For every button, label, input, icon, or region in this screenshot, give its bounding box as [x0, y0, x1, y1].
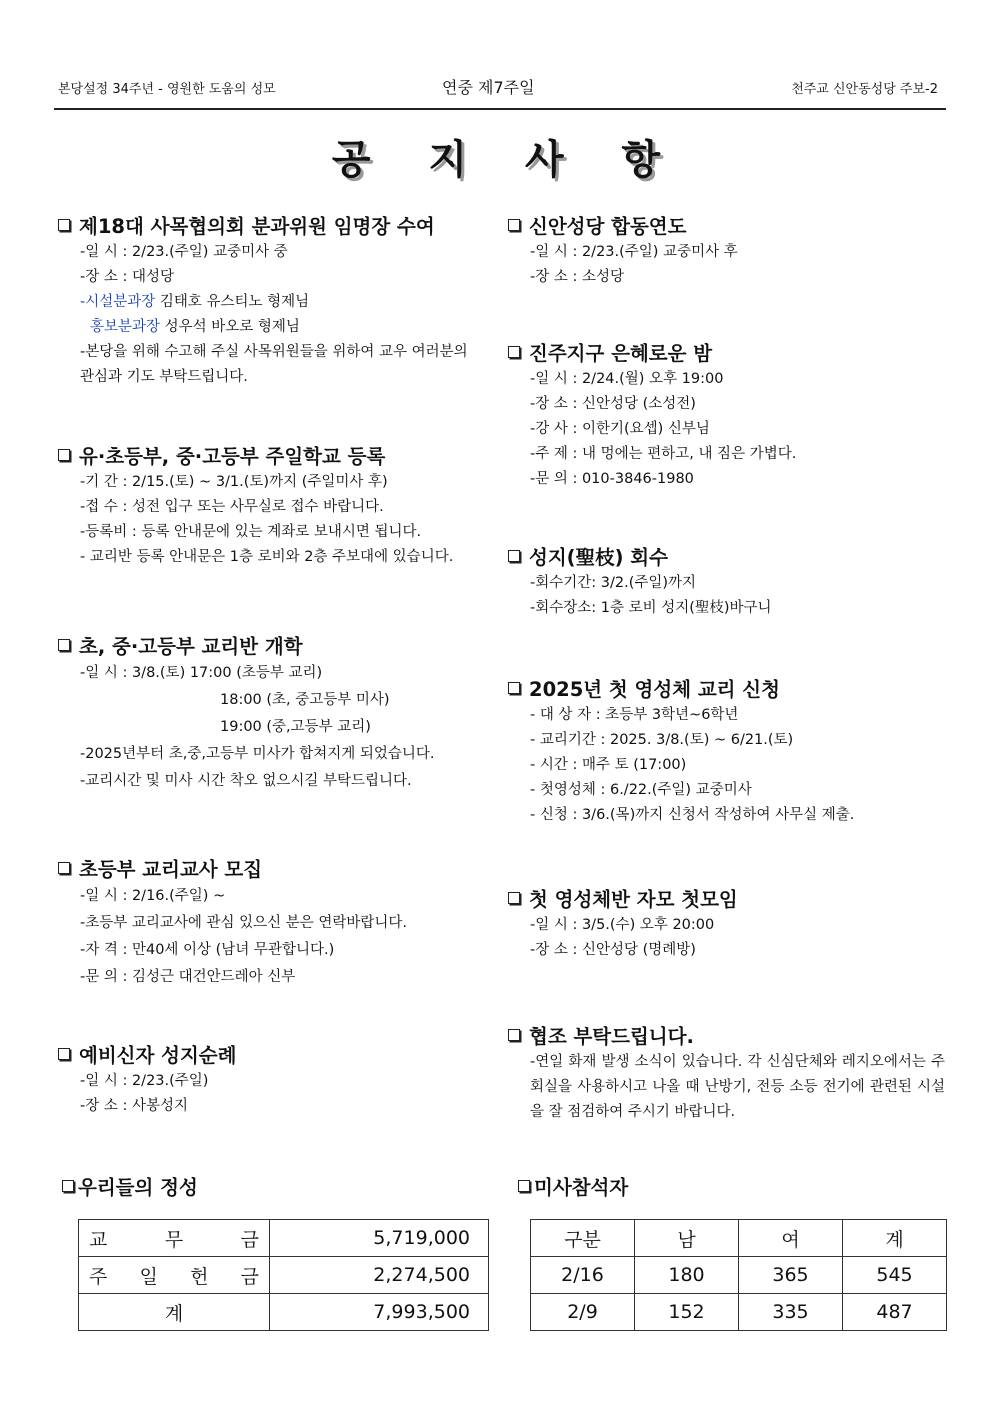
checkbox-bullet-icon — [58, 1048, 70, 1060]
table-cell-value: 2,274,500 — [270, 1257, 489, 1294]
checkbox-bullet-icon — [508, 1029, 520, 1041]
table-header-cell: 계 — [843, 1220, 947, 1257]
notice-line: - 대 상 자 : 초등부 3학년~6학년 — [530, 707, 739, 723]
notice-line: - 교리반 등록 안내문은 1층 로비와 2층 주보대에 있습니다. — [80, 549, 454, 565]
section-heading: 협조 부탁드립니다. — [529, 1025, 694, 1048]
notice-line: -일 시 : 2/16.(주일) ~ — [80, 888, 226, 904]
notice-cooperation — [508, 1024, 945, 1125]
table-cell-label: 계 — [79, 1294, 270, 1331]
table-row — [531, 1257, 947, 1294]
notice-palm-return — [508, 545, 772, 621]
notice-line: -일 시 : 3/8.(토) 17:00 (초등부 교리) — [80, 665, 323, 681]
notice-line: -일 시 : 2/23.(주일) 교중미사 후 — [530, 244, 738, 260]
checkbox-bullet-icon — [508, 219, 520, 231]
section-heading: 제18대 사목협의회 분과위원 임명장 수여 — [79, 215, 435, 238]
notice-parents-meeting — [508, 887, 738, 963]
table-cell: 2/9 — [531, 1294, 635, 1331]
notice-teacher-recruit — [58, 857, 407, 991]
notice-line: -일 시 : 2/23.(주일) — [80, 1073, 209, 1089]
notice-line: - 신청 : 3/6.(목)까지 신청서 작성하여 사무실 제출. — [530, 807, 855, 823]
notice-line: -연일 화재 발생 소식이 있습니다. 각 신심단체와 레지오에서는 주회실을 사용하시고 나올 때 난방기, 전등 소등 전기에 관련된 시설을 잘 점검하여 주시기 바랍니다. — [530, 1054, 945, 1120]
table-row — [79, 1220, 489, 1257]
notice-first-communion — [508, 677, 854, 828]
table-header-cell: 남 — [635, 1220, 739, 1257]
header-center: 연중 제7주일 — [442, 78, 535, 97]
notice-line: -주 제 : 내 멍에는 편하고, 내 짐은 가볍다. — [530, 446, 797, 462]
attendance-table — [530, 1219, 947, 1331]
notice-memorial — [508, 214, 738, 290]
section-heading: 2025년 첫 영성체 교리 신청 — [529, 678, 780, 701]
table-header-cell: 구분 — [531, 1220, 635, 1257]
notice-line: -장 소 : 신안성당 (명례방) — [530, 942, 696, 958]
notice-line: - 교리기간 : 2025. 3/8.(토) ~ 6/21.(토) — [530, 732, 794, 748]
header-right: 천주교 신안동성당 주보-2 — [791, 82, 938, 97]
notice-line: - 첫영성체 : 6./22.(주일) 교중미사 — [530, 782, 752, 798]
notice-line: 19:00 (중,고등부 교리) — [220, 719, 371, 735]
section-heading: 예비신자 성지순례 — [79, 1044, 237, 1067]
table-row — [79, 1257, 489, 1294]
notice-line: -강 사 : 이한기(요셉) 신부님 — [530, 421, 710, 437]
section-heading: 초, 중·고등부 교리반 개학 — [79, 635, 303, 658]
notice-line: -일 시 : 2/23.(주일) 교중미사 중 — [80, 244, 288, 260]
section-heading: 미사참석자 — [534, 1176, 629, 1199]
table-cell: 545 — [843, 1257, 947, 1294]
checkbox-bullet-icon — [58, 862, 70, 874]
notice-line: 홍보분과장 성우석 바오로 형제님 — [90, 319, 300, 335]
page-title: 공 지 사 항 — [331, 137, 683, 183]
table-cell-value: 7,993,500 — [270, 1294, 489, 1331]
notice-line: -일 시 : 2/24.(월) 오후 19:00 — [530, 371, 724, 387]
notice-line: -회수기간: 3/2.(주일)까지 — [530, 575, 697, 591]
checkbox-bullet-icon — [508, 346, 520, 358]
notice-line: - 시간 : 매주 토 (17:00) — [530, 757, 687, 773]
notice-line: -문 의 : 김성근 대건안드레아 신부 — [80, 969, 296, 985]
notice-line: -일 시 : 3/5.(수) 오후 20:00 — [530, 917, 715, 933]
checkbox-bullet-icon — [508, 550, 520, 562]
offerings-table — [78, 1219, 489, 1331]
notice-line: -문 의 : 010-3846-1980 — [530, 471, 694, 487]
checkbox-bullet-icon — [58, 219, 70, 231]
table-cell-value: 5,719,000 — [270, 1220, 489, 1257]
table-header-cell: 여 — [739, 1220, 843, 1257]
checkbox-bullet-icon — [518, 1180, 530, 1192]
notice-catechism-opening — [58, 634, 435, 795]
checkbox-bullet-icon — [508, 892, 520, 904]
table-row — [531, 1294, 947, 1331]
attendance-section — [518, 1175, 628, 1201]
table-row — [79, 1294, 489, 1331]
table-cell-label: 주 일 헌 금 — [79, 1257, 270, 1294]
table-cell: 487 — [843, 1294, 947, 1331]
notice-school-registration — [58, 444, 453, 570]
table-cell: 365 — [739, 1257, 843, 1294]
offerings-section — [62, 1175, 198, 1201]
notice-line: -등록비 : 등록 안내문에 있는 계좌로 보내시면 됩니다. — [80, 524, 422, 540]
notice-line: -장 소 : 대성당 — [80, 269, 174, 285]
notice-pilgrimage — [58, 1043, 237, 1119]
table-cell: 180 — [635, 1257, 739, 1294]
checkbox-bullet-icon — [62, 1180, 74, 1192]
notice-line: -자 격 : 만40세 이상 (남녀 무관합니다.) — [80, 942, 335, 958]
notice-role: -시설분과장 — [80, 294, 156, 310]
table-cell-label: 교 무 금 — [79, 1220, 270, 1257]
table-cell: 335 — [739, 1294, 843, 1331]
section-heading: 유·초등부, 중·고등부 주일학교 등록 — [79, 445, 386, 468]
notice-line: -회수장소: 1층 로비 성지(聖枝)바구니 — [530, 600, 772, 616]
section-heading: 우리들의 정성 — [78, 1176, 198, 1199]
table-cell: 152 — [635, 1294, 739, 1331]
section-heading: 진주지구 은혜로운 밤 — [529, 342, 713, 365]
table-header-row — [531, 1220, 947, 1257]
notice-grace-night — [508, 341, 796, 492]
notice-line: -초등부 교리교사에 관심 있으신 분은 연락바랍니다. — [80, 915, 408, 931]
header-left: 본당설정 34주년 - 영원한 도움의 성모 — [58, 82, 276, 97]
notice-line: -장 소 : 사봉성지 — [80, 1098, 188, 1114]
notice-line: -장 소 : 소성당 — [530, 269, 624, 285]
notice-role: 홍보분과장 — [90, 319, 161, 335]
notice-line: -시설분과장 김태호 유스티노 형제님 — [80, 294, 310, 310]
checkbox-bullet-icon — [58, 449, 70, 461]
notice-line: -접 수 : 성전 입구 또는 사무실로 접수 바랍니다. — [80, 499, 384, 515]
section-heading: 성지(聖枝) 회수 — [529, 546, 668, 569]
page-header — [54, 74, 946, 110]
section-heading: 첫 영성체반 자모 첫모임 — [529, 888, 738, 911]
notice-line: -기 간 : 2/15.(토) ~ 3/1.(토)까지 (주일미사 후) — [80, 474, 388, 490]
checkbox-bullet-icon — [58, 639, 70, 651]
notice-line: 18:00 (초, 중고등부 미사) — [220, 692, 390, 708]
section-heading: 초등부 교리교사 모집 — [79, 858, 263, 881]
section-heading: 신안성당 합동연도 — [529, 215, 687, 238]
notice-line: -2025년부터 초,중,고등부 미사가 합쳐지게 되었습니다. — [80, 746, 435, 762]
notice-line: -본당을 위해 수고해 주실 사목위원들을 위하여 교우 여러분의 관심과 기도 부탁드립니다. — [80, 344, 468, 385]
checkbox-bullet-icon — [508, 682, 520, 694]
notice-appointment — [58, 214, 480, 390]
table-cell: 2/16 — [531, 1257, 635, 1294]
notice-line: -장 소 : 신안성당 (소성전) — [530, 396, 696, 412]
notice-line: -교리시간 및 미사 시간 착오 없으시길 부탁드립니다. — [80, 773, 412, 789]
